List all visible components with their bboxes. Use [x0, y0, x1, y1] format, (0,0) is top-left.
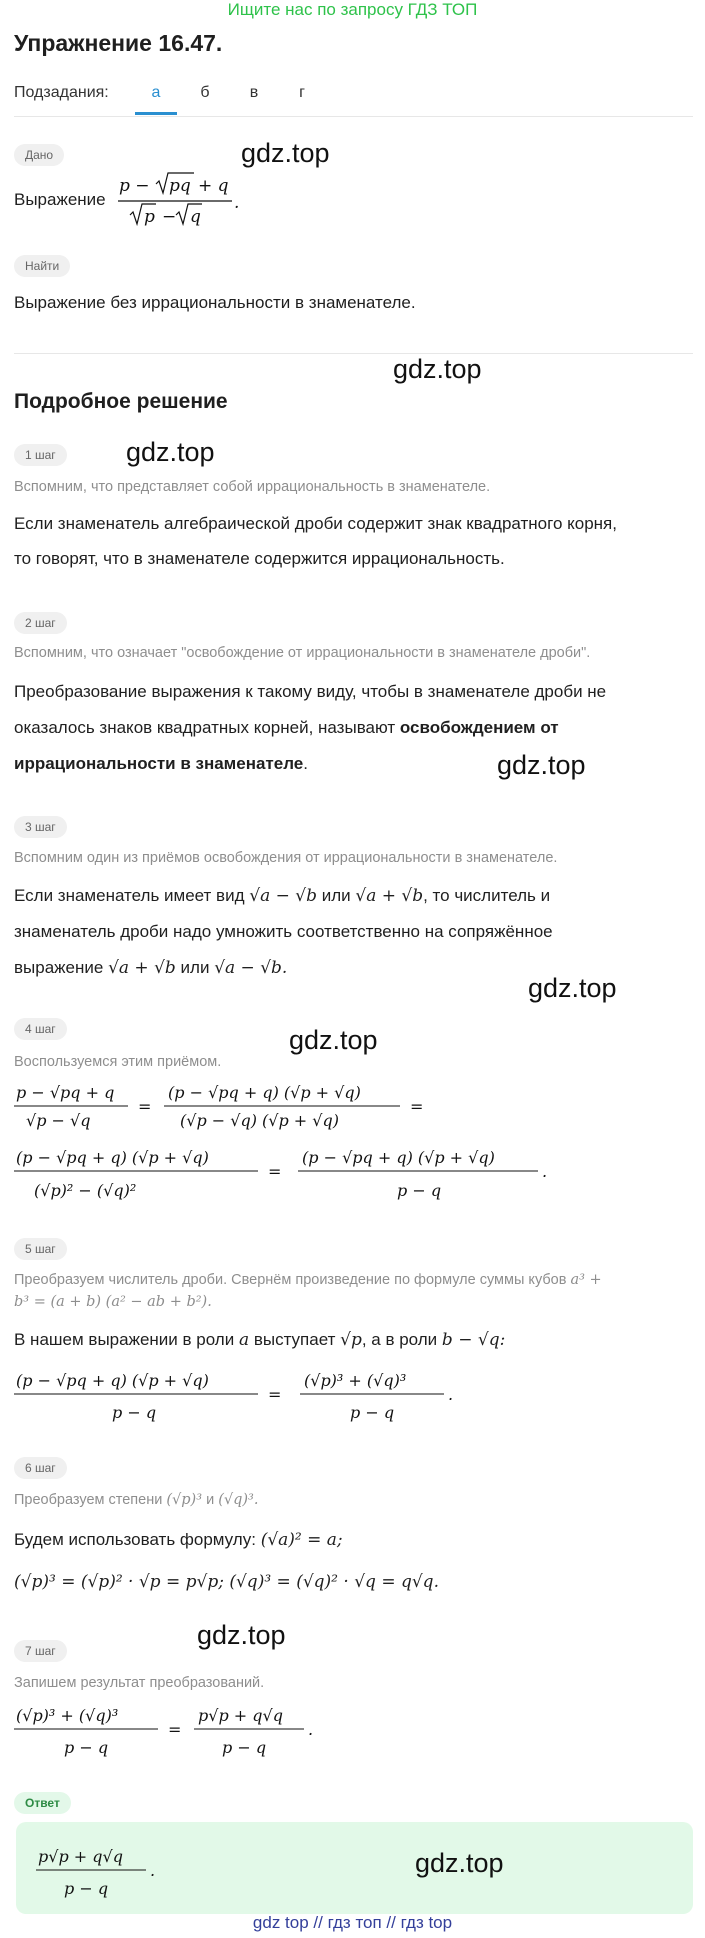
- step-text: то говорят, что в знаменателе содержится иррациональность.: [14, 549, 505, 568]
- step-hint-part: Преобразуем степени: [14, 1492, 163, 1508]
- step-hint: [14, 1272, 602, 1288]
- math-inline: √a + √b: [108, 958, 176, 978]
- svg-text:=: =: [410, 1097, 424, 1116]
- step-hint-part: Преобразуем числитель дроби. Свернём произведение по формуле суммы кубов: [14, 1272, 567, 1288]
- svg-text:(p − √pq + q) (√p + √q): (p − √pq + q) (√p + √q): [16, 1371, 209, 1390]
- math-inline: (√q)³.: [218, 1492, 259, 1508]
- svg-text:p − q: p − q: [222, 1738, 267, 1757]
- watermark: gdz.top: [197, 1620, 286, 1650]
- svg-text:p − q: p − q: [112, 1403, 157, 1422]
- svg-text:+ q: + q: [198, 176, 229, 196]
- subtasks-label: Подзадания:: [14, 84, 109, 101]
- step-chip: 6 шаг: [14, 1457, 67, 1479]
- svg-text:(p − √pq + q) (√p + √q): (p − √pq + q) (√p + √q): [168, 1083, 361, 1102]
- svg-text:.: .: [448, 1385, 454, 1404]
- tab-subtask-g[interactable]: г: [299, 84, 305, 101]
- step-text: Если знаменатель алгебраической дроби содержит знак квадратного корня,: [14, 514, 617, 533]
- step-text-part: , а в роли: [361, 1330, 438, 1349]
- watermark: gdz.top: [241, 138, 330, 168]
- math-inline: b − √q:: [441, 1330, 506, 1350]
- svg-text:(√p)³ + (√q)³: (√p)³ + (√q)³: [304, 1371, 407, 1390]
- step5-equation: [12, 1360, 472, 1430]
- answer-chip: Ответ: [14, 1792, 71, 1814]
- step-text: Преобразование выражения к такому виду, чтобы в знаменателе дроби не: [14, 682, 607, 701]
- active-tab-indicator: [135, 112, 177, 115]
- math-inline: √a − √b.: [214, 958, 288, 978]
- svg-text:.: .: [308, 1720, 314, 1739]
- step-text: [14, 1330, 505, 1350]
- svg-text:p√p + q√q: p√p + q√q: [198, 1706, 283, 1725]
- watermark: gdz.top: [126, 437, 215, 467]
- svg-text:p: p: [144, 207, 155, 227]
- svg-text:q: q: [190, 207, 201, 227]
- step-chip: 4 шаг: [14, 1018, 67, 1040]
- find-chip: Найти: [14, 255, 70, 277]
- svg-text:.: .: [234, 193, 240, 213]
- given-chip: Дано: [14, 144, 64, 166]
- step-hint: Вспомним один из приёмов освобождения от иррациональности в знаменателе.: [14, 850, 558, 866]
- step-text-part: выступает: [253, 1330, 336, 1349]
- step-text-part: оказалось знаков квадратных корней, называют: [14, 718, 396, 737]
- svg-text:−: −: [162, 207, 177, 227]
- step-chip: 7 шаг: [14, 1640, 67, 1662]
- step-chip: 2 шаг: [14, 612, 67, 634]
- svg-text:p − √pq + q: p − √pq + q: [16, 1083, 115, 1102]
- step-text-end: .: [303, 754, 308, 773]
- svg-text:p − q: p − q: [64, 1738, 109, 1757]
- step-hint: [14, 1492, 258, 1508]
- step-text: [14, 958, 287, 978]
- page-title: Упражнение 16.47.: [14, 30, 223, 56]
- step-hint: Вспомним, что означает "освобождение от иррациональности в знаменателе дроби".: [14, 645, 591, 661]
- step-text-part: или: [180, 958, 210, 977]
- svg-text:=: =: [268, 1385, 282, 1404]
- math-inline: a: [238, 1330, 250, 1350]
- svg-text:.: .: [542, 1162, 548, 1181]
- math-inline: b³ = (a + b) (a² − ab + b²).: [14, 1294, 212, 1310]
- math-inline: √p: [340, 1330, 362, 1350]
- svg-text:=: =: [268, 1162, 282, 1181]
- step-text-part: выражение: [14, 958, 104, 977]
- svg-text:(√p)³ + (√q)³: (√p)³ + (√q)³: [16, 1706, 119, 1725]
- tab-subtask-b[interactable]: б: [200, 84, 210, 101]
- step-text-part: Если знаменатель имеет вид: [14, 886, 245, 905]
- watermark: gdz.top: [415, 1848, 504, 1878]
- step-text: [14, 886, 550, 906]
- divider: [14, 116, 693, 117]
- step-text: [14, 754, 308, 774]
- step-text-part: В нашем выражении в роли: [14, 1330, 235, 1349]
- tab-subtask-a[interactable]: а: [151, 84, 161, 101]
- svg-text:√p − √q: √p − √q: [26, 1111, 91, 1130]
- step-term-bold: иррациональности в знаменателе: [14, 754, 304, 773]
- step-text-part: или: [321, 886, 351, 905]
- solution-title: Подробное решение: [14, 390, 228, 413]
- step-chip: 1 шаг: [14, 444, 67, 466]
- svg-text:(√p − √q) (√p + √q): (√p − √q) (√p + √q): [180, 1111, 339, 1130]
- step-hint: Запишем результат преобразований.: [14, 1675, 265, 1691]
- step-chip: 3 шаг: [14, 816, 67, 838]
- step-text: знаменатель дроби надо умножить соответственно на сопряжённое: [14, 922, 553, 941]
- step-hint-part: и: [206, 1492, 215, 1508]
- step-text: [14, 1530, 343, 1550]
- watermark: gdz.top: [393, 354, 482, 384]
- math-inline: √a − √b: [249, 886, 317, 906]
- step-hint: Вспомним, что представляет собой иррациональность в знаменателе.: [14, 479, 491, 495]
- step4-equation: [12, 1074, 572, 1204]
- svg-text:=: =: [138, 1097, 152, 1116]
- watermark: gdz.top: [497, 750, 586, 780]
- svg-text:p√p + q√q: p√p + q√q: [38, 1847, 123, 1866]
- svg-text:(√p)² − (√q)²: (√p)² − (√q)²: [34, 1181, 137, 1200]
- divider: [14, 353, 693, 354]
- answer-expression: [34, 1840, 174, 1904]
- math-inline: (√p)³: [166, 1492, 203, 1508]
- svg-text:p −: p −: [119, 176, 150, 196]
- step-chip: 5 шаг: [14, 1238, 67, 1260]
- svg-text:pq: pq: [169, 176, 191, 196]
- svg-text:.: .: [150, 1861, 156, 1880]
- svg-text:p − q: p − q: [350, 1403, 395, 1422]
- watermark: gdz.top: [289, 1025, 378, 1055]
- given-text: Выражение: [14, 190, 106, 209]
- watermark: gdz.top: [528, 973, 617, 1003]
- step-text-part: Будем использовать формулу:: [14, 1530, 256, 1549]
- footer-links[interactable]: gdz top // гдз топ // гдз top: [252, 1913, 453, 1932]
- svg-text:p − q: p − q: [64, 1879, 109, 1898]
- given-expression: [116, 168, 246, 234]
- step-text: [14, 718, 559, 738]
- tab-subtask-v[interactable]: в: [249, 84, 259, 101]
- math-inline: √a + √b: [355, 886, 424, 906]
- svg-text:p − q: p − q: [397, 1181, 442, 1200]
- svg-text:=: =: [168, 1720, 182, 1739]
- svg-text:(p − √pq + q) (√p + √q): (p − √pq + q) (√p + √q): [16, 1148, 209, 1167]
- step-term-bold: освобождением от: [399, 718, 559, 737]
- svg-text:(p − √pq + q) (√p + √q): (p − √pq + q) (√p + √q): [302, 1148, 495, 1167]
- math-inline: a³ +: [570, 1272, 602, 1288]
- promo-banner[interactable]: Ищите нас по запросу ГДЗ ТОП: [227, 0, 478, 19]
- step6-equation: (√p)³ = (√p)² · √p = p√p; (√q)³ = (√q)² · √q = q√q.: [14, 1572, 439, 1592]
- step7-equation: [12, 1695, 332, 1767]
- step-hint: Воспользуемся этим приёмом.: [14, 1054, 222, 1070]
- math-inline: (√a)² = a;: [260, 1530, 343, 1550]
- find-text: Выражение без иррациональности в знаменателе.: [14, 293, 416, 312]
- step-text-part: , то числитель и: [423, 886, 551, 905]
